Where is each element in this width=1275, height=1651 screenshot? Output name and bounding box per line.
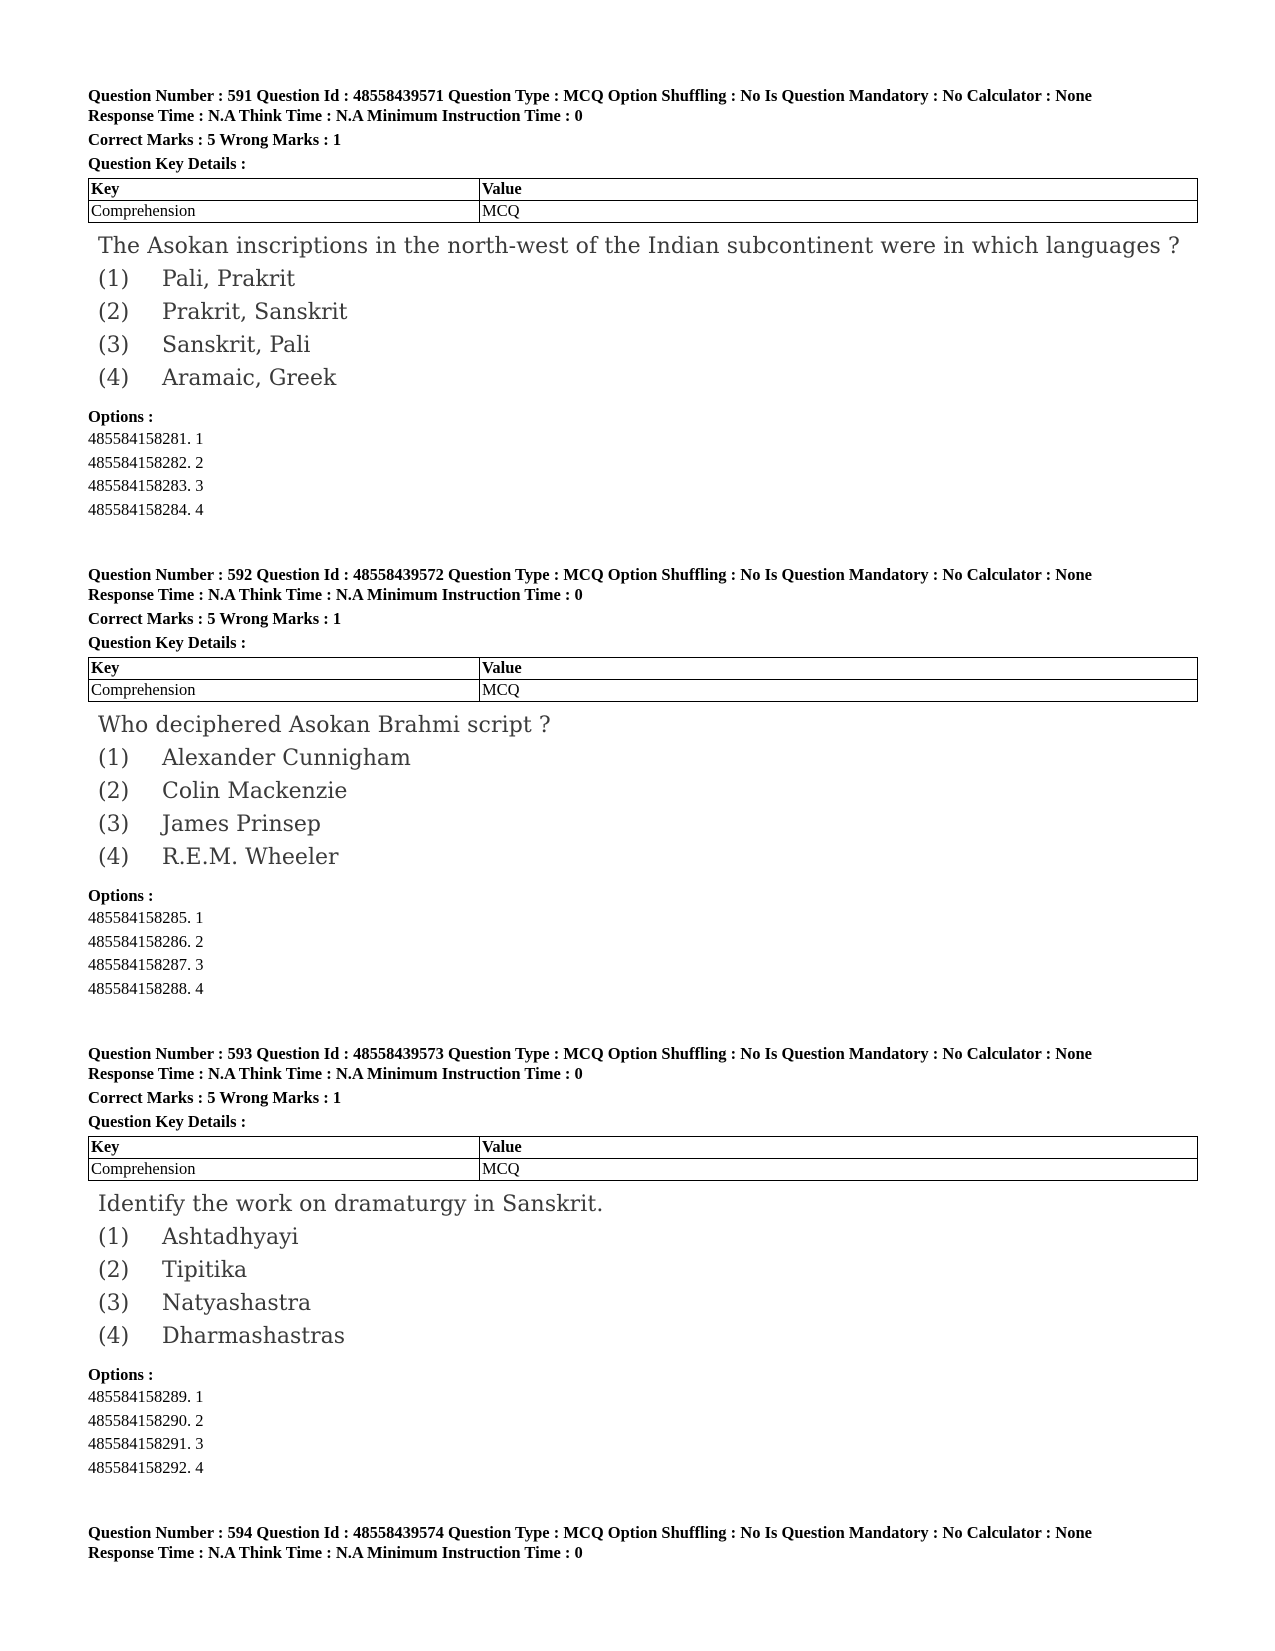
table-header-row: [89, 179, 1198, 201]
key-details-table: [88, 657, 1198, 702]
question-meta-line-2: Response Time : N.A Think Time : N.A Minimum Instruction Time : 0: [88, 1543, 583, 1562]
choice-text: Alexander Cunnigham: [162, 746, 411, 771]
question-image: [98, 231, 1198, 395]
table-header-value: Value: [480, 658, 1198, 680]
table-header-key: Key: [89, 1137, 480, 1159]
choice-number: (4): [98, 845, 130, 870]
key-details-table: [88, 178, 1198, 223]
question-text: Who deciphered Asokan Brahmi script ?: [98, 713, 551, 738]
option-item: 485584158287. 3: [88, 955, 204, 974]
choice-item: [98, 1320, 1198, 1353]
table-header-row: [89, 658, 1198, 680]
question-image: [98, 710, 1198, 874]
question-meta-line-2: Response Time : N.A Think Time : N.A Minimum Instruction Time : 0: [88, 1064, 583, 1083]
key-details-label: Question Key Details :: [88, 633, 247, 652]
choice-number: (3): [98, 812, 130, 837]
choice-item: [98, 808, 1198, 841]
choice-number: (1): [98, 1225, 130, 1250]
choice-text: Natyashastra: [162, 1291, 312, 1316]
table-header-value: Value: [480, 179, 1198, 201]
choice-text: R.E.M. Wheeler: [162, 845, 339, 870]
table-row: [89, 1159, 1198, 1181]
table-row: [89, 201, 1198, 223]
question-593: [88, 1044, 1198, 1479]
marks-line: Correct Marks : 5 Wrong Marks : 1: [88, 1088, 342, 1107]
option-item: 485584158288. 4: [88, 978, 204, 998]
choice-item: [98, 1254, 1198, 1287]
table-cell-key: Comprehension: [89, 1159, 480, 1181]
table-cell-value: MCQ: [480, 680, 1198, 702]
marks-line: Correct Marks : 5 Wrong Marks : 1: [88, 130, 342, 149]
option-item: 485584158292. 4: [88, 1457, 204, 1477]
option-item: 485584158282. 2: [88, 452, 204, 472]
table-row: [89, 680, 1198, 702]
table-header-key: Key: [89, 179, 480, 201]
option-item: 485584158286. 2: [88, 931, 204, 951]
choice-item: [98, 296, 1198, 329]
choice-item: [98, 329, 1198, 362]
table-cell-key: Comprehension: [89, 201, 480, 223]
options-label: Options :: [88, 407, 154, 426]
question-592: [88, 565, 1198, 1000]
question-meta-line-1: Question Number : 593 Question Id : 48558439573 Question Type : MCQ Option Shuffling : No Is Question Mandatory : No Calculator : None: [88, 1044, 1092, 1063]
choice-text: Prakrit, Sanskrit: [162, 300, 348, 325]
table-header-key: Key: [89, 658, 480, 680]
key-details-label: Question Key Details :: [88, 1112, 247, 1131]
question-image: [98, 1189, 1198, 1353]
question-text: Identify the work on dramaturgy in Sanskrit.: [98, 1192, 604, 1217]
option-item: 485584158283. 3: [88, 476, 204, 495]
choice-number: (2): [98, 779, 130, 804]
choice-number: (2): [98, 300, 130, 325]
choice-text: Dharmashastras: [162, 1324, 346, 1349]
option-item: 485584158291. 3: [88, 1434, 204, 1453]
option-item: 485584158284. 4: [88, 499, 204, 519]
choice-item: [98, 263, 1198, 296]
choice-item: [98, 362, 1198, 395]
choice-number: (2): [98, 1258, 130, 1283]
choice-item: [98, 841, 1198, 874]
choice-text: Ashtadhyayi: [162, 1225, 299, 1250]
question-meta-line-2: Response Time : N.A Think Time : N.A Minimum Instruction Time : 0: [88, 106, 583, 125]
marks-line: Correct Marks : 5 Wrong Marks : 1: [88, 609, 342, 628]
table-cell-value: MCQ: [480, 1159, 1198, 1181]
question-meta-line-1: Question Number : 594 Question Id : 48558439574 Question Type : MCQ Option Shuffling : No Is Question Mandatory : No Calculator : None: [88, 1523, 1092, 1542]
choice-number: (3): [98, 1291, 130, 1316]
table-cell-value: MCQ: [480, 201, 1198, 223]
options-label: Options :: [88, 1365, 154, 1384]
question-594: [88, 1523, 1198, 1563]
table-header-row: [89, 1137, 1198, 1159]
choice-text: James Prinsep: [162, 812, 322, 837]
choice-item: [98, 1221, 1198, 1254]
choice-item: [98, 775, 1198, 808]
choice-text: Colin Mackenzie: [162, 779, 348, 804]
choice-text: Pali, Prakrit: [162, 267, 296, 292]
question-meta-line-1: Question Number : 592 Question Id : 48558439572 Question Type : MCQ Option Shuffling : No Is Question Mandatory : No Calculator : None: [88, 565, 1092, 584]
question-meta-line-1: Question Number : 591 Question Id : 48558439571 Question Type : MCQ Option Shuffling : No Is Question Mandatory : No Calculator : None: [88, 86, 1092, 105]
choice-text: Tipitika: [162, 1258, 248, 1283]
option-item: 485584158289. 1: [88, 1387, 204, 1406]
options-label: Options :: [88, 886, 154, 905]
choice-number: (1): [98, 267, 130, 292]
option-item: 485584158285. 1: [88, 908, 204, 927]
key-details-table: [88, 1136, 1198, 1181]
choice-item: [98, 1287, 1198, 1320]
choice-text: Sanskrit, Pali: [162, 333, 311, 358]
table-header-value: Value: [480, 1137, 1198, 1159]
choice-number: (1): [98, 746, 130, 771]
choice-text: Aramaic, Greek: [162, 366, 337, 391]
choice-number: (4): [98, 1324, 130, 1349]
option-item: 485584158290. 2: [88, 1410, 204, 1430]
question-paper: [88, 86, 1198, 1563]
question-591: [88, 86, 1198, 521]
option-item: 485584158281. 1: [88, 429, 204, 448]
choice-item: [98, 742, 1198, 775]
key-details-label: Question Key Details :: [88, 154, 247, 173]
question-meta-line-2: Response Time : N.A Think Time : N.A Minimum Instruction Time : 0: [88, 585, 583, 604]
choice-number: (4): [98, 366, 130, 391]
question-text: The Asokan inscriptions in the north-west of the Indian subcontinent were in which languages ?: [98, 234, 1180, 259]
choice-number: (3): [98, 333, 130, 358]
table-cell-key: Comprehension: [89, 680, 480, 702]
